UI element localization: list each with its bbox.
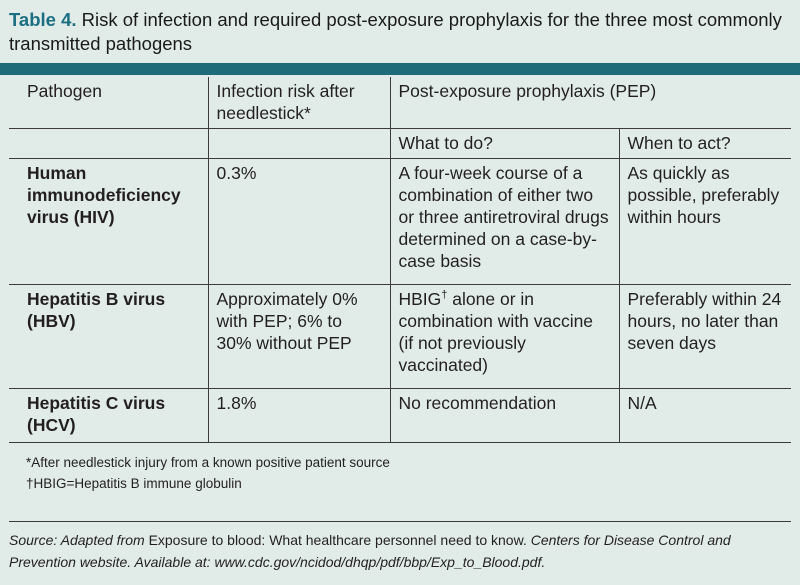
pep-table bbox=[9, 77, 791, 443]
footnote-hbig: †HBIG=Hepatitis B immune globulin bbox=[26, 476, 242, 491]
cell-what-rest: alone or in combination with vaccine (if not previously vaccinated) bbox=[398, 289, 594, 375]
source-citation bbox=[9, 529, 791, 573]
cell-what-footnote-mark: † bbox=[441, 289, 448, 302]
cell-when: As quickly as possible, preferably within hours bbox=[619, 159, 791, 285]
table-row bbox=[9, 389, 791, 443]
cell-what-main: HBIG bbox=[398, 289, 442, 309]
table-title bbox=[9, 8, 789, 56]
footnote-needlestick: *After needlestick injury from a known positive patient source bbox=[26, 455, 390, 470]
header-row-1 bbox=[9, 77, 791, 129]
cell-what bbox=[390, 285, 619, 389]
table-caption: Risk of infection and required post-exposure prophylaxis for the three most commonly transmitted pathogens bbox=[9, 9, 782, 54]
cell-risk: Approximately 0% with PEP; 6% to 30% without PEP bbox=[208, 285, 390, 389]
header-risk: Infection risk after needlestick* bbox=[208, 77, 390, 129]
cell-when: N/A bbox=[619, 389, 791, 443]
table-row bbox=[9, 159, 791, 285]
title-divider-bar bbox=[0, 63, 800, 75]
cell-pathogen: Hepatitis B virus (HBV) bbox=[9, 285, 208, 389]
footer-divider bbox=[9, 521, 791, 522]
cell-what: A four-week course of a combination of either two or three antiretroviral drugs determined on a case-by-case basis bbox=[390, 159, 619, 285]
cell-pathogen: Hepatitis C virus (HCV) bbox=[9, 389, 208, 443]
cell-what: No recommendation bbox=[390, 389, 619, 443]
cell-pathogen: Human immunodeficiency virus (HIV) bbox=[9, 159, 208, 285]
footnotes bbox=[26, 452, 390, 494]
source-suffix: Centers for Disease Control and Prevention website. Available at: www.cdc.gov/ncidod/dhqp/pdf/bbp/Exp_to_Blood.pdf. bbox=[9, 532, 731, 570]
header-empty-1 bbox=[9, 129, 208, 159]
cell-risk: 1.8% bbox=[208, 389, 390, 443]
header-what: What to do? bbox=[390, 129, 619, 159]
cell-when: Preferably within 24 hours, no later than seven days bbox=[619, 285, 791, 389]
header-pep: Post-exposure prophylaxis (PEP) bbox=[390, 77, 791, 129]
header-empty-2 bbox=[208, 129, 390, 159]
table-row bbox=[9, 285, 791, 389]
cell-risk: 0.3% bbox=[208, 159, 390, 285]
table-number: Table 4. bbox=[9, 9, 77, 30]
source-work: Exposure to blood: What healthcare personnel need to know. bbox=[148, 532, 527, 548]
header-when: When to act? bbox=[619, 129, 791, 159]
header-pathogen: Pathogen bbox=[9, 77, 208, 129]
header-row-2 bbox=[9, 129, 791, 159]
source-prefix: Source: Adapted from bbox=[9, 532, 149, 548]
